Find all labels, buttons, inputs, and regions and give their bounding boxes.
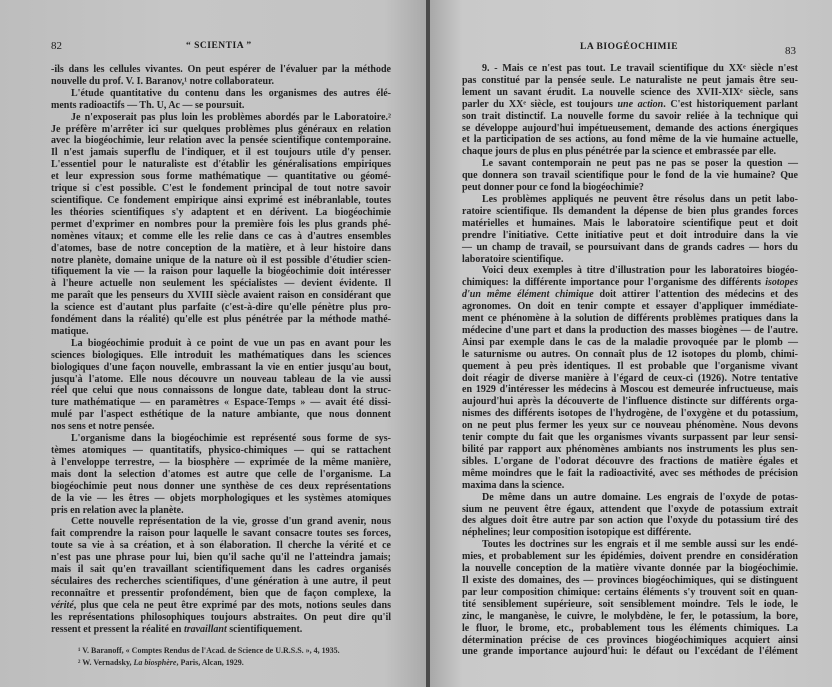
text-line: Il existe des domaines, des — provinces biogéochimiques, qui se distinguent: [462, 574, 798, 586]
text-line: — un champ de travail, se poursuivant dans de grands cadres — hors du: [462, 241, 798, 253]
paragraph: [462, 194, 798, 265]
text-line: nismes des différents isotopes de l'hydrogène, de l'oxygène et du potassium,: [462, 408, 798, 420]
text-line: [51, 600, 391, 612]
text-line: des algues doit être autre par son action que l'oxyde du potassium tiré des: [462, 515, 798, 527]
footnote: [78, 645, 340, 657]
text-line: Ainsi par exemple dans le cas de la maladie provoquée par le plomb —: [462, 336, 798, 348]
text-line: biologiques d'une façon nouvelle, embrassant la vie en entier jusqu'au bout,: [51, 361, 391, 373]
text-segment: ressent et pressent la réalité en: [51, 623, 184, 635]
footnote: [78, 657, 244, 669]
running-head: LA BIOGÉOCHIMIE: [580, 42, 679, 52]
text-line: même moindres que le fait la radioactivité, avec ses méthodes de précision: [462, 467, 798, 479]
text-line: n'est pas une phrase pour lui, bien qu'il sache qu'il ne l'atteindra jamais;: [51, 552, 391, 564]
paragraph: [462, 63, 798, 158]
text-line: Cette nouvelle représentation de la vie, grosse d'un grand avenir, nous: [71, 516, 391, 528]
text-line: prendre l'initiative. Cette initiative peut et doit introduire dans la vie: [462, 229, 798, 241]
text-line: notre planète, domaine unique de la nature où il est possible d'étudier scien-: [51, 254, 391, 266]
text-line: pris en relation avec la planète.: [51, 504, 184, 516]
text-line: doit réagir de diverse manière à l'égard de ceux-ci (1926). Notre tentative: [462, 372, 798, 384]
text-line: chaque jours de plus en plus pénétrée par la science et embrassée par elle.: [462, 146, 777, 158]
right-page: [430, 0, 832, 687]
text-line: trique si c'est possible. C'est le fondement principal de tout notre savoir: [51, 183, 391, 195]
text-line: détermination précise de ces provinces biogéochimiques acquiert ainsi: [462, 634, 798, 646]
text-line: L'étude quantitative du contenu dans les organismes des autres élé-: [71, 87, 391, 99]
paragraph: [51, 112, 391, 338]
text-line: pas constitué par la pensée seule. Le naturaliste ne peut jamais être seu-: [462, 74, 798, 86]
text-line: ment ce phénomène à la solution de différents problèmes pratiques dans la: [462, 313, 798, 325]
text-line: nomènes vitaux; et comme elle les relie dans ce cas à d'autres ensembles: [51, 230, 391, 242]
text-line: 9. - Mais ce n'est pas tout. Le travail scientifique du XXᵉ siècle n'est: [482, 63, 798, 74]
text-line: Le savant contemporain ne peut pas ne pas se poser la question —: [482, 158, 798, 170]
text-line: jusqu'à l'atome. Elle nous découvre un nouveau tableau de la vie aussi: [51, 373, 391, 385]
text-line: matérielles et humaines. Mais le laboratoire scientifique peut et doit: [462, 217, 798, 229]
text-line: Je n'exposerait pas plus loin les problèmes abordés par le Laboratoire.²: [71, 111, 391, 123]
text-line: et la participation de ses actions, au fond même de la vie humaine actuelle,: [462, 134, 798, 146]
text-line: toute sa vie à sa création, et à son élaboration. Il cherche la vérité et ce: [51, 540, 391, 552]
text-line: que donnera son travail scientifique pour le fond de la vie humaine? Que: [462, 170, 798, 182]
body-text: [51, 64, 391, 636]
text-segment: chimiques: la différente importance pour l'organisme des différents: [462, 277, 766, 289]
text-line: sibles. L'organe de l'odorat découvre des fractions de matière égales et: [462, 455, 798, 467]
text-line: -ils dans les cellules vivantes. On peut espérer de l'évaluer par la méthode: [51, 64, 391, 75]
italic-text: isotopes: [765, 277, 798, 289]
text-line: scientifique. Ce fondement empirique ainsi exprimé est inébranlable, toutes: [51, 194, 391, 206]
text-line: en 1929 d'intéresser les médecins à Moscou est demeurée infructueuse, mais: [462, 384, 798, 396]
paragraph: [51, 433, 391, 516]
text-line: agronomes. On doit en tenir compte et essayer d'appliquer immédiate-: [462, 301, 798, 313]
text-line: séculaires des recherches scientifiques, d'une génération à une autre, il peut: [51, 575, 391, 587]
text-line: nos sens et notre pensée.: [51, 421, 155, 433]
text-segment: . C'est historiquement parlant: [663, 98, 798, 110]
text-line: fait comprendre la raison pour laquelle le savant consacre toutes ses forces,: [51, 528, 391, 540]
text-line: à l'enveloppe terrestre, — la biosphère — exprimée de la même manière,: [51, 456, 391, 468]
text-line: la nouvelle conception de la matière vivante donnée par la biogéochimie.: [462, 563, 798, 575]
text-segment: scientifiquement.: [226, 623, 303, 635]
text-line: peut donner pour ce fond la biogéochimie?: [462, 182, 644, 194]
italic-text: une action: [617, 98, 664, 110]
text-line: avec la biogéochimie, leur relation avec la pensée scientifique contemporaine.: [51, 135, 391, 147]
page-number: 82: [51, 40, 62, 52]
text-line: fondément dans la réalité) qu'elle est plus pénétrée par la méthode mathé-: [51, 314, 391, 326]
text-line: mais il sait qu'en travaillant scientifiquement dans les cadres organisés: [51, 564, 391, 576]
text-line: tenir compte du fait que les organismes vivants surpassent par leur sensi-: [462, 432, 798, 444]
text-line: une grande importance aujourd'hui: le défaut ou l'excédant de l'élément: [462, 646, 798, 658]
text-line: de la vie — les êtres — objets morphologiques et les systèmes atomiques: [51, 492, 391, 504]
italic-text: La biosphère: [133, 658, 177, 667]
text-line: bilité par rapport aux phénomènes ambiants nos instruments les plus sen-: [462, 444, 798, 455]
text-line: nouvelle du prof. V. I. Baranov,¹ notre collaborateur.: [51, 75, 275, 87]
paragraph: [462, 265, 798, 491]
text-line: à l'heure actuelle non seulement les spécialistes — devient évidente. Il: [51, 278, 391, 290]
text-segment: , plus que cela ne peut être exprimé par des mots, notions seules dans: [73, 599, 391, 611]
paragraph: [462, 158, 798, 194]
text-line: sciences biologiques. Elle introduit les mathématiques dans les sciences: [51, 349, 391, 361]
text-line: les représentations philosophiques toujours abstraites. On peut dire qu'il: [51, 611, 391, 623]
text-line: sium ne peuvent être égaux, attendent que l'oxyde de potassium extrait: [462, 503, 798, 515]
paragraph: [51, 338, 391, 433]
text-line: [51, 624, 391, 636]
text-line: tité sensiblement supérieure, soit sensiblement moindre. Tels le iode, le: [462, 598, 798, 610]
text-line: Les problèmes appliqués ne peuvent être résolus dans un petit labo-: [482, 193, 798, 205]
text-line: aujourd'hui après la découverte de l'influence distincte sur différents orga-: [462, 396, 798, 408]
text-line: reconnaître et pressentir profondément, bien que de façon complexe, la: [51, 587, 391, 599]
text-line: biogéochimie peut nous donner une synthèse de ces deux représentations: [51, 480, 391, 492]
paragraph: [51, 64, 391, 88]
text-segment: ² W. Vernadsky,: [78, 658, 134, 667]
text-line: ture mathématique — en paramètres « Espace-Temps » — avait été dissi-: [51, 397, 391, 409]
text-line: et leur expression sous forme mathématique — quantitative ou géomé-: [51, 171, 391, 183]
italic-text: d'un même élément chimique: [462, 289, 594, 301]
text-line: me paraît que les penseurs du XVIII siècle avaient raison en considérant que: [51, 290, 391, 302]
page-number: 83: [785, 45, 796, 57]
text-segment: parler du XXᵉ siècle, est toujours: [462, 98, 618, 110]
text-line: ratoire scientifique. Ils demandent la dépense de bien plus grandes forces: [462, 205, 798, 217]
text-line: laboratoire scientifique.: [462, 253, 564, 265]
text-line: réel que celui que nous connaissons de longue date, tableau dont la struc-: [51, 385, 391, 397]
text-line: zinc, le manganèse, le cuivre, le molybdène, le fer, le potassium, la bore,: [462, 610, 798, 622]
text-segment: , Paris, Alcan, 1929.: [176, 658, 244, 667]
text-line: permet d'exprimer en nombres pour la première fois les plus grands phé-: [51, 218, 391, 230]
text-line: Il n'est jamais superflu de l'indiquer, et il est toujours utile d'y penser.: [51, 147, 391, 159]
text-line: L'organisme dans la biogéochimie est représenté sous forme de sys-: [71, 433, 391, 445]
text-line: La biogéochimie produit à ce point de vue un pas en avant pour les: [71, 337, 391, 349]
text-line: Toutes les doctrines sur les engrais et il me semble aussi sur les endé-: [482, 539, 798, 551]
italic-text: travaillant: [183, 623, 227, 635]
paragraph: [51, 88, 391, 112]
text-line: [462, 99, 798, 111]
text-line: mais dont la selection d'atomes est autre que celle de l'organisme. La: [51, 468, 391, 480]
text-line: le saturnisme ou autres. On connaît plus de 12 isotopes du plomb, chimi-: [462, 348, 798, 360]
text-line: par leur composition chimique: certains éléments s'y trouvent soit en quan-: [462, 586, 798, 598]
text-line: la science est d'autant plus parfaite (c'est-à-dire qu'elle pénètre plus pro-: [51, 302, 391, 314]
text-line: on ne peut plus fermer les yeux sur ce nouveau phénomène. Nous devons: [462, 420, 798, 432]
text-line: tifiquement la vie — la raison pour laquelle la biogéochimie doit intéresser: [51, 266, 391, 278]
text-line: De même dans un autre domaine. Les engrais de l'oxyde de potas-: [482, 491, 798, 503]
text-line: les théories scientifiques s'y adaptent et en dérivent. La biogéochimie: [51, 206, 391, 218]
text-line: [462, 277, 798, 289]
body-text: [462, 63, 798, 658]
text-line: se développe aujourd'hui impétueusement, demande des actions énergiques: [462, 122, 798, 134]
text-segment: ¹ V. Baranoff, « Comptes Rendus de l'Acad. de Science de U.R.S.S. », 4, 1935.: [78, 646, 340, 655]
text-line: tèmes atomiques — quantitatifs, physico-chimiques — qui se rattachent: [51, 445, 391, 456]
text-line: le fluor, le brome, etc., probablement tous les éléments chimiques. La: [462, 622, 798, 634]
text-line: matique.: [51, 325, 89, 337]
text-line: maxima dans la science.: [462, 479, 565, 491]
text-segment: doit attirer l'attention des médecins et des: [593, 289, 798, 301]
text-line: d'atomes, base de notre conception de la matière, et à leur histoire dans: [51, 242, 391, 254]
text-line: lement un savant érudit. La nouvelle science des XVII-XIXᵉ siècle, sans: [462, 86, 798, 98]
text-line: médecine d'une part et dans la production des masses biogènes — de l'autre.: [462, 324, 798, 336]
text-line: ments radioactifs — Th. U, Ac — se poursuit.: [51, 99, 245, 111]
paragraph: [462, 492, 798, 540]
text-line: L'essentiel pour le naturaliste est d'établir les généralisations empiriques: [51, 159, 391, 171]
text-line: quement à peu près identiques. Il est probable que l'organisme vivant: [462, 360, 798, 372]
running-head: “ SCIENTIA ”: [186, 41, 252, 51]
paragraph: [51, 516, 391, 635]
text-line: mulé par l'aspect esthétique de la nature ambiante, que nous donnent: [51, 409, 391, 421]
text-line: Je préfère m'arrêter ici sur quelques problèmes plus généraux en relation: [51, 123, 391, 135]
italic-text: vérité: [51, 599, 74, 611]
text-line: Voici deux exemples à titre d'illustration pour les laboratoires biogéo-: [482, 265, 798, 277]
text-line: son trait distinctif. La nouvelle forme du savoir reliée à la technique qui: [462, 110, 798, 122]
text-line: [462, 289, 798, 301]
text-line: mies, et probablement sur les épidémies, doivent prendre en considération: [462, 551, 798, 563]
paragraph: [462, 539, 798, 658]
text-line: néphelines; leur composition isotopique est différente.: [462, 527, 692, 539]
